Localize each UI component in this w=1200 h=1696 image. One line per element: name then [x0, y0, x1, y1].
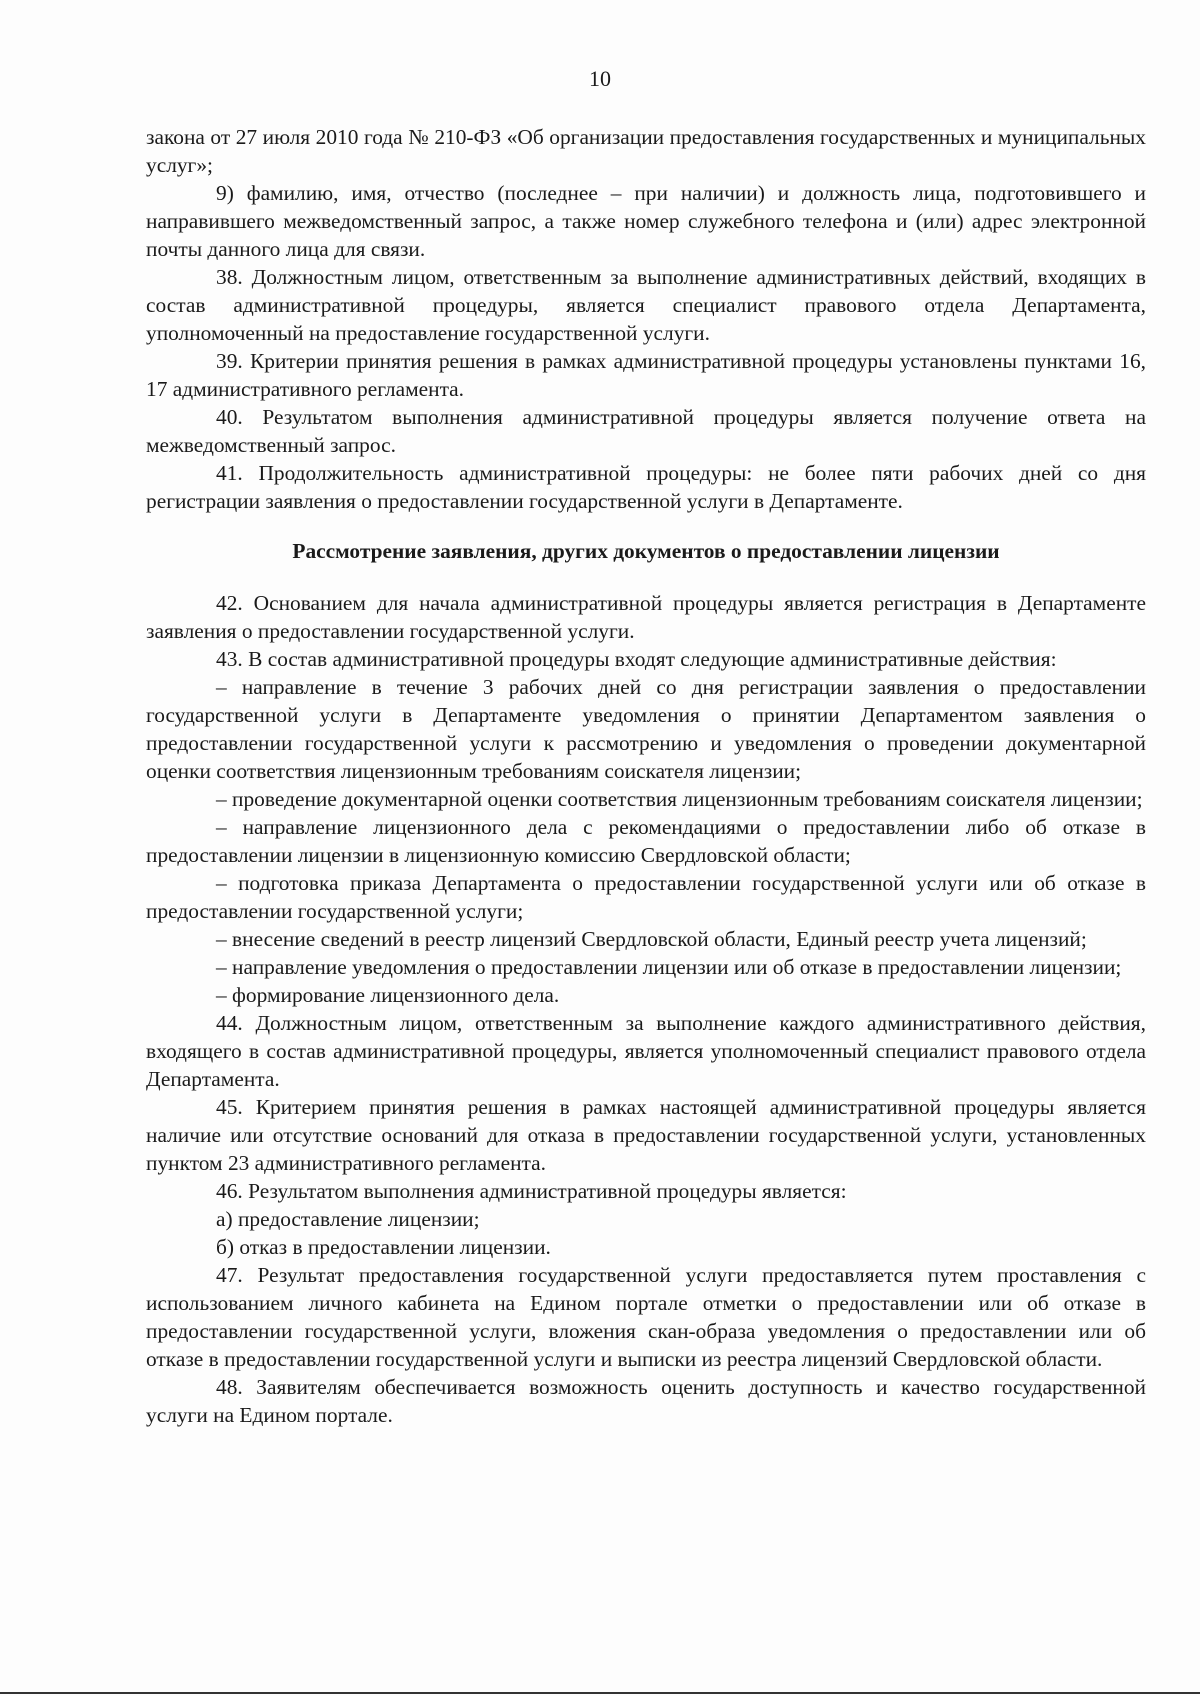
section-heading: Рассмотрение заявления, других документов о предоставлении лицензии: [292, 539, 1000, 563]
paragraph: 42. Основанием для начала административной процедуры является регистрация в Департаменте заявления о предоставлении государственной услуги.: [146, 591, 1146, 643]
list-item: – внесение сведений в реестр лицензий Свердловской области, Единый реестр учета лицензий;: [216, 927, 1087, 951]
list-item: – проведение документарной оценки соответствия лицензионным требованиям соискателя лицензии;: [216, 787, 1143, 811]
paragraph: 38. Должностным лицом, ответственным за выполнение административных действий, входящих в состав административной процедуры, является специалист правового отдела Департамента, уполномоченный на предоставление государственной услуги.: [146, 265, 1146, 345]
paragraph: 43. В состав административной процедуры входят следующие административные действия:: [216, 647, 1057, 671]
paragraph: 46. Результатом выполнения административной процедуры является:: [216, 1179, 847, 1203]
list-item: – формирование лицензионного дела.: [216, 983, 560, 1007]
paragraph: 47. Результат предоставления государственной услуги предоставляется путем проставления с использованием личного кабинета на Едином портале отметки о предоставлении или об отказе в предоставлении государственной услуги, вложения скан-образа уведомления о предоставлении или об отказе в предоставлении государственной услуги и выписки из реестра лицензий Свердловской области.: [146, 1263, 1146, 1371]
paragraph: 48. Заявителям обеспечивается возможность оценить доступность и качество государственной услуги на Едином портале.: [146, 1375, 1146, 1427]
paragraph: 9) фамилию, имя, отчество (последнее – при наличии) и должность лица, подготовившего и направившего межведомственный запрос, а также номер служебного телефона и (или) адрес электронной почты данного лица для связи.: [146, 181, 1146, 261]
paragraph: 45. Критерием принятия решения в рамках настоящей административной процедуры является наличие или отсутствие оснований для отказа в предоставлении государственной услуги, установленных пунктом 23 административного регламента.: [146, 1095, 1146, 1175]
list-item: – подготовка приказа Департамента о предоставлении государственной услуги или об отказе в предоставлении государственной услуги;: [146, 871, 1146, 923]
page-number: 10: [589, 66, 611, 91]
paragraph: 39. Критерии принятия решения в рамках административной процедуры установлены пунктами 16, 17 административного регламента.: [146, 349, 1146, 401]
paragraph: 40. Результатом выполнения административной процедуры является получение ответа на межведомственный запрос.: [146, 405, 1146, 457]
scan-bottom-edge: [0, 1692, 1200, 1694]
list-item: а) предоставление лицензии;: [216, 1207, 480, 1231]
document-body: [146, 123, 1146, 1429]
list-item: – направление лицензионного дела с рекомендациями о предоставлении либо об отказе в предоставлении лицензии в лицензионную комиссию Свердловской области;: [146, 815, 1146, 867]
paragraph: 41. Продолжительность административной процедуры: не более пяти рабочих дней со дня регистрации заявления о предоставлении государственной услуги в Департаменте.: [146, 461, 1146, 513]
paragraph: закона от 27 июля 2010 года № 210-ФЗ «Об организации предоставления государственных и муниципальных услуг»;: [146, 125, 1146, 177]
list-item: б) отказ в предоставлении лицензии.: [216, 1235, 551, 1259]
list-item: – направление уведомления о предоставлении лицензии или об отказе в предоставлении лицензии;: [216, 955, 1122, 979]
paragraph: 44. Должностным лицом, ответственным за выполнение каждого административного действия, входящего в состав административной процедуры, является уполномоченный специалист правового отдела Департамента.: [146, 1011, 1146, 1091]
list-item: – направление в течение 3 рабочих дней со дня регистрации заявления о предоставлении государственной услуги в Департаменте уведомления о принятии Департаментом заявления о предоставлении государственной услуги к рассмотрению и уведомления о проведении документарной оценки соответствия лицензионным требованиям соискателя лицензии;: [146, 675, 1146, 783]
